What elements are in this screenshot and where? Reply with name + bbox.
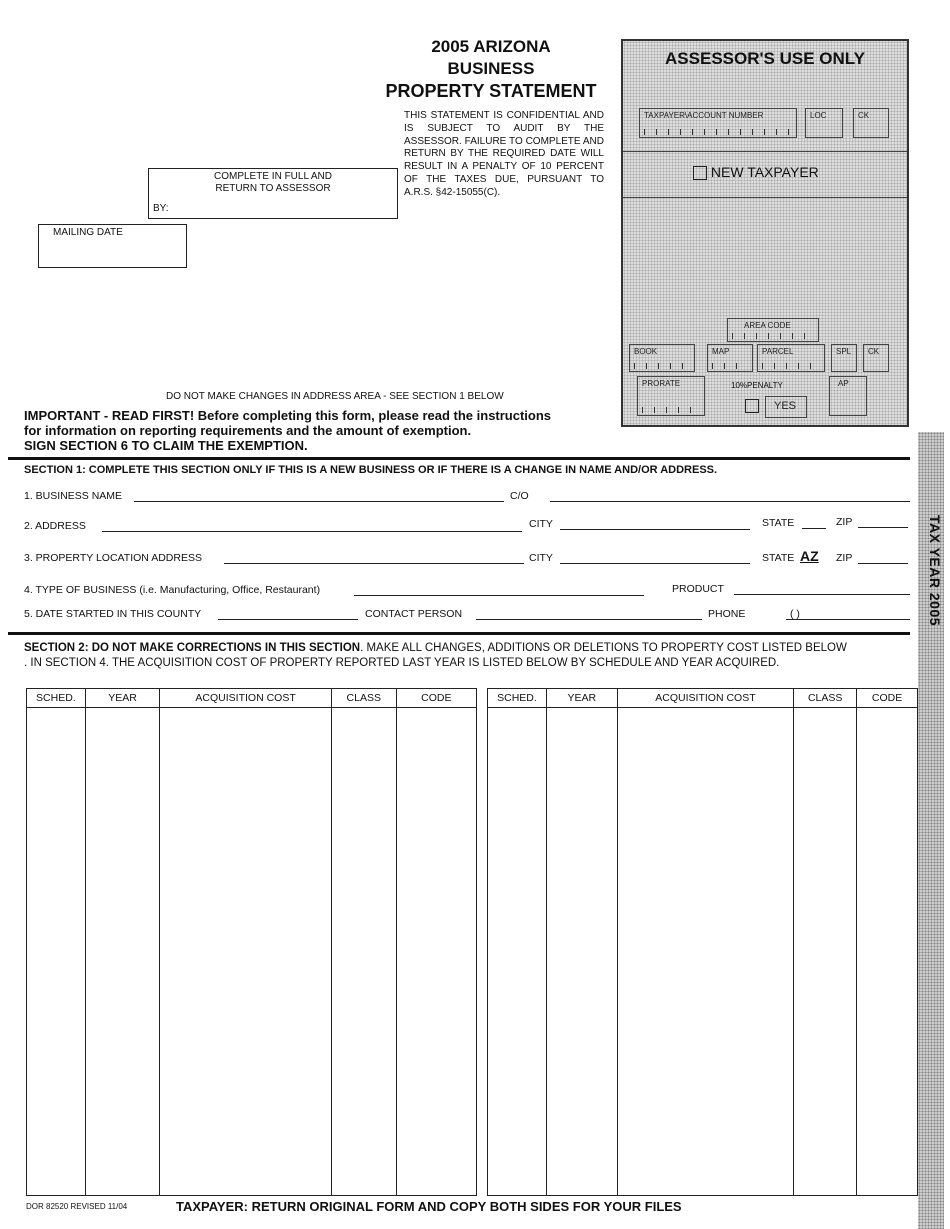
loc-label: LOC [810,111,827,120]
parcel-label: PARCEL [762,347,794,356]
yes-label: YES [774,400,797,412]
contact-person-label: CONTACT PERSON [365,608,463,620]
zip2-field[interactable] [858,563,908,564]
address-label: 2. ADDRESS [24,520,86,532]
mailing-date-box[interactable] [38,224,187,268]
footer-note: TAXPAYER: RETURN ORIGINAL FORM AND COPY BOTH SIDES FOR YOUR FILES [176,1199,682,1214]
title-line-2: BUSINESS [447,59,535,78]
parcel-box[interactable] [757,344,825,372]
year-cell[interactable] [85,708,159,1196]
map-label: MAP [712,347,730,356]
complete-line-2: RETURN TO ASSESSOR [215,183,331,194]
product-field[interactable] [734,594,910,595]
city2-label: CITY [529,552,553,564]
assessor-title: ASSESSOR'S USE ONLY [665,49,865,68]
state2-label: STATE [762,552,795,564]
col-code: CODE [396,689,476,708]
divider [8,457,910,460]
col-code: CODE [857,689,918,708]
col-year: YEAR [546,689,617,708]
phone-label: PHONE [708,608,746,620]
important-line-2: for information on reporting requirements and the amount of exemption. [24,423,472,438]
zip-field[interactable] [858,527,908,528]
sched-cell[interactable] [27,708,86,1196]
schedule-table-right [487,688,918,1196]
zip2-label: ZIP [836,552,853,564]
mailing-date-label: MAILING DATE [53,227,123,238]
acquisition-cost-cell[interactable] [160,708,332,1196]
state-field[interactable] [802,528,826,529]
address-field[interactable] [102,531,522,532]
section2-heading [24,641,914,671]
col-sched: SCHED. [488,689,547,708]
property-location-field[interactable] [224,563,524,564]
product-label: PRODUCT [672,583,724,595]
ck2-label: CK [868,347,880,356]
city-field[interactable] [560,529,750,530]
new-taxpayer-label: NEW TAXPAYER [710,164,819,180]
business-name-field[interactable] [134,501,504,502]
city-label: CITY [529,518,553,530]
important-line-3: SIGN SECTION 6 TO CLAIM THE EXEMPTION. [24,438,308,453]
penalty-label: 10%PENALTY [731,381,783,390]
type-of-business-field[interactable] [354,595,644,596]
ck-box[interactable] [853,108,889,138]
date-started-label: 5. DATE STARTED IN THIS COUNTY [24,608,202,620]
ap-label: AP [838,379,849,388]
yes-box[interactable] [765,396,807,418]
area-code-label: AREA CODE [744,321,791,330]
title-line-3: PROPERTY STATEMENT [385,81,597,101]
loc-box[interactable] [805,108,843,138]
state-label: STATE [762,517,795,529]
ck2-box[interactable] [863,344,889,372]
prorate-label: PRORATE [642,379,681,388]
tax-year-label: TAX YEAR 2005 [927,515,943,627]
no-changes-notice: DO NOT MAKE CHANGES IN ADDRESS AREA - SEE SECTION 1 BELOW [166,391,504,402]
section2-heading-rest: . MAKE ALL CHANGES, ADDITIONS OR DELETIONS TO PROPERTY COST LISTED BELOW [360,642,847,654]
area-code-box[interactable] [727,318,819,342]
class-cell[interactable] [331,708,396,1196]
section1-heading: SECTION 1: COMPLETE THIS SECTION ONLY IF THIS IS A NEW BUSINESS OR IF THERE IS A CHANGE IN NAME AND/OR ADDRESS. [24,464,718,476]
state-value: AZ [800,548,819,564]
phone-underline [786,619,910,620]
col-class: CLASS [794,689,857,708]
code-cell[interactable] [396,708,476,1196]
divider [8,632,910,635]
property-location-label: 3. PROPERTY LOCATION ADDRESS [24,552,202,564]
phone-field[interactable]: ( ) [790,608,800,620]
co-label: C/O [510,490,529,502]
sched-cell[interactable] [488,708,547,1196]
spl-box[interactable] [831,344,857,372]
important-line-1: IMPORTANT - READ FIRST! Before completing this form, please read the instructions [24,408,552,423]
zip-label: ZIP [836,516,853,528]
type-of-business-label: 4. TYPE OF BUSINESS (i.e. Manufacturing, Office, Restaurant) [24,584,321,596]
spl-label: SPL [836,347,852,356]
city2-field[interactable] [560,563,750,564]
code-cell[interactable] [857,708,918,1196]
by-label: BY: [153,203,169,214]
taxpayer-account-label: TAXPAYER\ACCOUNT NUMBER [644,111,764,120]
book-box[interactable] [629,344,695,372]
prorate-box[interactable] [637,376,705,416]
form-title [360,36,622,102]
taxpayer-account-box[interactable] [639,108,797,138]
col-sched: SCHED. [27,689,86,708]
important-notice [24,408,551,453]
col-class: CLASS [331,689,396,708]
complete-in-full-box[interactable] [148,168,398,219]
co-field[interactable] [550,501,910,502]
confidentiality-notice: THIS STATEMENT IS CONFIDENTIAL AND IS SUBJECT TO AUDIT BY THE ASSESSOR. FAILURE TO COMPLETE AND RETURN BY THE REQUIRED DATE WILL RESULT IN A PENALTY OF 10 PERCENT OF THE TAXES DUE, PURSUANT TO A.R.S. §42-15055(C). [404,110,604,198]
map-box[interactable] [707,344,753,372]
new-taxpayer-checkbox[interactable] [693,164,819,180]
checkbox-icon[interactable] [693,166,707,180]
acquisition-cost-cell[interactable] [617,708,794,1196]
col-year: YEAR [85,689,159,708]
date-started-field[interactable] [218,619,358,620]
col-acquisition-cost: ACQUISITION COST [617,689,794,708]
class-cell[interactable] [794,708,857,1196]
book-label: BOOK [634,347,658,356]
section2-heading-line2: . IN SECTION 4. THE ACQUISITION COST OF PROPERTY REPORTED LAST YEAR IS LISTED BELOW BY SCHEDULE AND YEAR ACQUIRED. [24,657,780,669]
complete-line-1: COMPLETE IN FULL AND [214,171,332,182]
business-name-label: 1. BUSINESS NAME [24,490,123,502]
penalty-checkbox-icon[interactable] [745,399,759,413]
assessor-use-only-panel [621,39,909,427]
schedule-table-left [26,688,477,1196]
ap-box[interactable] [829,376,867,416]
col-acquisition-cost: ACQUISITION COST [160,689,332,708]
section2-heading-bold: SECTION 2: DO NOT MAKE CORRECTIONS IN THIS SECTION [24,642,361,654]
ck-label: CK [858,111,870,120]
form-id: DOR 82520 REVISED 11/04 [26,1202,128,1211]
title-line-1: 2005 ARIZONA [431,37,551,56]
year-cell[interactable] [546,708,617,1196]
contact-person-field[interactable] [476,619,702,620]
